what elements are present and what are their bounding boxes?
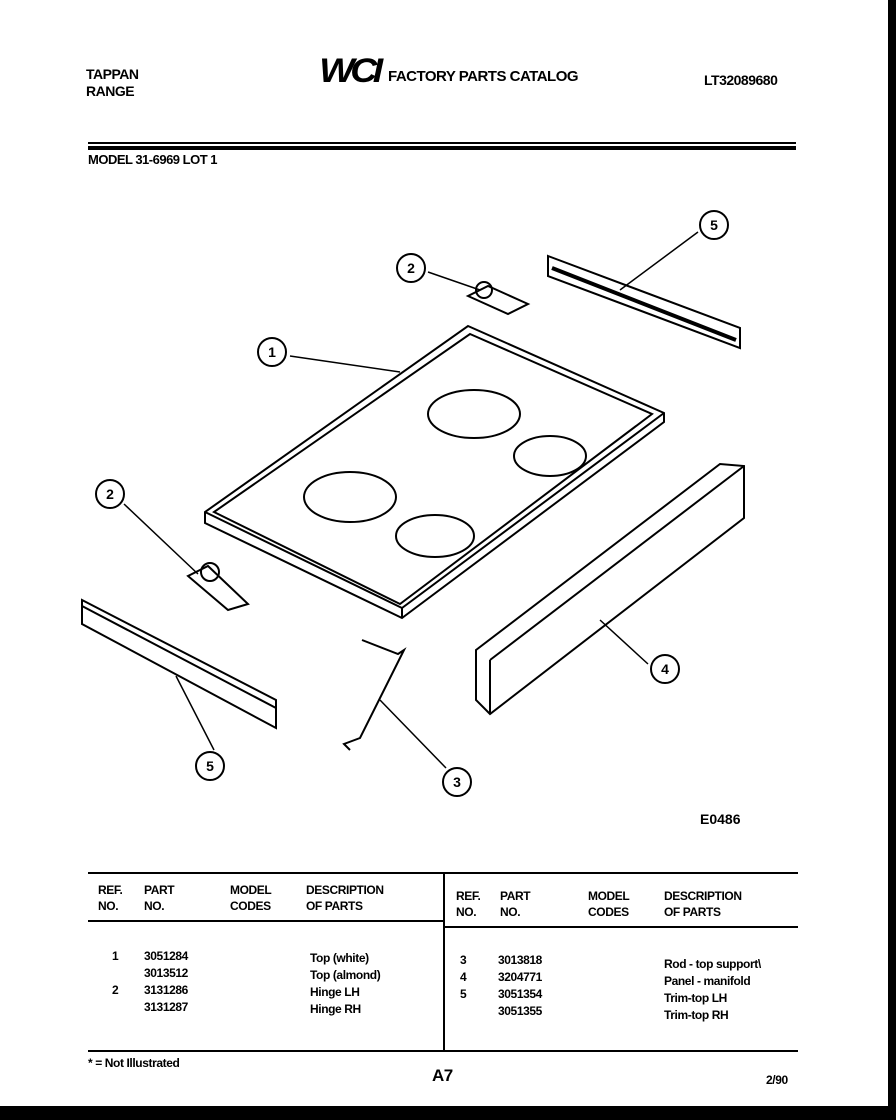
table-row-part: 3013818	[498, 953, 542, 967]
table-row-ref: 5	[460, 987, 467, 1001]
header-part-left: PART NO.	[144, 883, 175, 913]
hinge-lh	[188, 563, 248, 610]
table-row-desc: Panel - manifold	[664, 974, 751, 988]
table-row-desc: Rod - top support\	[664, 957, 761, 971]
callout-2-lower	[96, 480, 124, 508]
revision-date: 2/90	[766, 1073, 788, 1087]
panel-manifold	[476, 464, 744, 714]
trim-top-rh	[548, 256, 740, 348]
table-row-desc: Hinge LH	[310, 985, 360, 999]
callout-5-lower	[196, 752, 224, 780]
brand-line-1: TAPPAN	[86, 66, 139, 82]
catalog-code: LT32089680	[704, 72, 778, 88]
svg-text:5: 5	[710, 217, 718, 233]
table-row-part: 3204771	[498, 970, 542, 984]
table-row-part: 3131286	[144, 983, 188, 997]
table-header-rule-right	[445, 926, 798, 928]
left-desc-col	[310, 950, 380, 1018]
header-desc-right: DESCRIPTION OF PARTS	[664, 889, 742, 919]
table-bottom-rule	[88, 1050, 798, 1052]
header-ref-left: REF. NO.	[98, 883, 123, 913]
trim-top-lh	[82, 600, 276, 728]
right-desc-col	[664, 956, 761, 1024]
right-part-col	[498, 952, 542, 1020]
rod-top-support	[344, 640, 404, 750]
hinge-rh	[468, 282, 528, 314]
table-row-desc: Top (almond)	[310, 968, 381, 982]
svg-text:5: 5	[206, 758, 214, 774]
header-ref-right: REF. NO.	[456, 889, 481, 919]
table-row-part: 3051284	[144, 949, 188, 963]
header-desc-left: DESCRIPTION OF PARTS	[306, 883, 384, 913]
callout-1	[258, 338, 286, 366]
table-row-desc: Hinge RH	[310, 1002, 361, 1016]
table-row-ref: 3	[460, 953, 467, 967]
table-row-part: 3051355	[498, 1004, 542, 1018]
brand-line-2: RANGE	[86, 83, 135, 99]
right-ref-col	[460, 952, 466, 1020]
model-line: MODEL 31-6969 LOT 1	[88, 152, 217, 167]
table-header-rule-left	[88, 920, 443, 922]
svg-text:4: 4	[661, 661, 669, 677]
callout-4	[651, 655, 679, 683]
leader-lines	[124, 232, 698, 768]
table-row-part: 3051354	[498, 987, 542, 1001]
table-row-ref	[112, 965, 118, 982]
scan-edge-bottom	[0, 1106, 896, 1120]
table-row-ref	[460, 1003, 466, 1020]
callout-2-upper	[397, 254, 425, 282]
table-row-desc: Top (white)	[310, 951, 369, 965]
table-row-part: 3013512	[144, 966, 188, 980]
table-row-part: 3131287	[144, 1000, 188, 1014]
svg-text:3: 3	[453, 774, 461, 790]
svg-text:2: 2	[106, 486, 114, 502]
table-row-ref	[112, 999, 118, 1016]
table-divider	[443, 872, 445, 1052]
table-row-ref: 2	[112, 983, 119, 997]
page-number: A7	[432, 1066, 453, 1085]
left-ref-col	[112, 948, 118, 1016]
callout-5-upper	[700, 211, 728, 239]
header-model-right: MODEL CODES	[588, 889, 630, 919]
table-row-ref: 4	[460, 970, 467, 984]
header-model-left: MODEL CODES	[230, 883, 272, 913]
catalog-title: FACTORY PARTS CATALOG	[388, 68, 579, 85]
figure-code: E0486	[700, 811, 741, 827]
footnote: * = Not Illustrated	[88, 1056, 180, 1070]
table-row-desc: Trim-top RH	[664, 1008, 729, 1022]
wci-logo: WCI	[319, 52, 379, 90]
table-row-desc: Trim-top LH	[664, 991, 727, 1005]
table-row-ref: 1	[112, 949, 119, 963]
left-part-col	[144, 948, 188, 1016]
callout-3	[443, 768, 471, 796]
header-part-right: PART NO.	[500, 889, 531, 919]
cooktop-top	[205, 326, 664, 618]
svg-text:2: 2	[407, 260, 415, 276]
svg-text:1: 1	[268, 344, 276, 360]
